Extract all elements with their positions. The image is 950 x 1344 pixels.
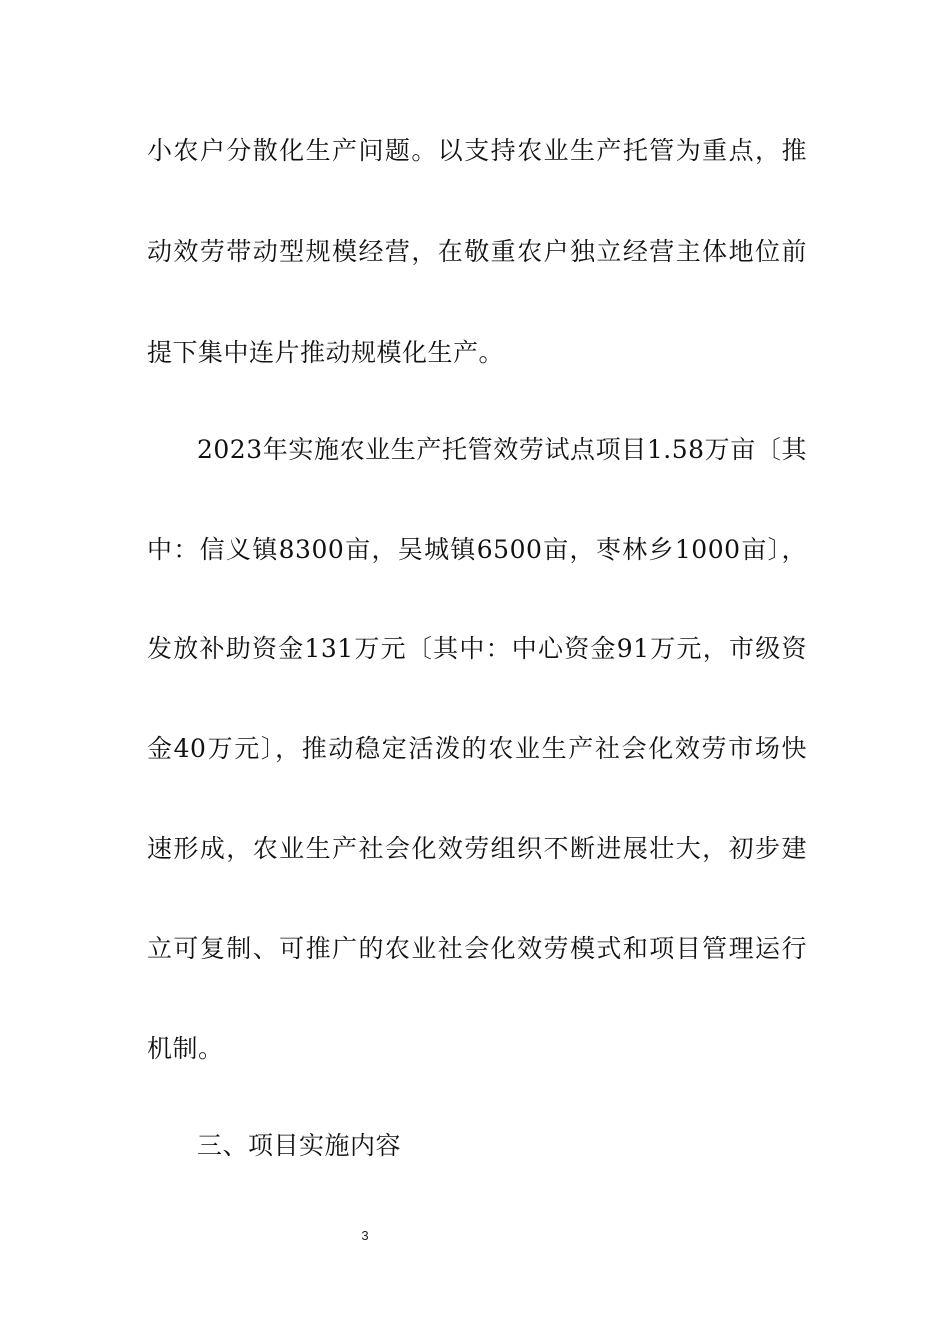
paragraph-line-5: 中：信义镇8300亩，吴城镇6500亩，枣林乡1000亩〕，	[147, 535, 807, 564]
paragraph-line-6: 发放补助资金131万元〔其中：中心资金91万元，市级资	[147, 634, 807, 663]
paragraph-line-3: 提下集中连片推动规模化生产。	[147, 338, 505, 367]
paragraph-line-8: 速形成，农业生产社会化效劳组织不断进展壮大，初步建	[147, 834, 807, 863]
section-heading: 三、项目实施内容	[197, 1131, 402, 1160]
paragraph-line-2: 动效劳带动型规模经营，在敬重农户独立经营主体地位前	[147, 237, 807, 266]
page-number: 3	[361, 1228, 369, 1243]
paragraph-line-7: 金40万元〕，推动稳定活泼的农业生产社会化效劳市场快	[147, 734, 807, 763]
paragraph-line-10: 机制。	[147, 1034, 224, 1063]
paragraph-line-9: 立可复制、可推广的农业社会化效劳模式和项目管理运行	[147, 934, 807, 963]
paragraph-line-1: 小农户分散化生产问题。以支持农业生产托管为重点，推	[147, 136, 807, 165]
paragraph-line-4: 2023年实施农业生产托管效劳试点项目1.58万亩〔其	[197, 435, 807, 464]
